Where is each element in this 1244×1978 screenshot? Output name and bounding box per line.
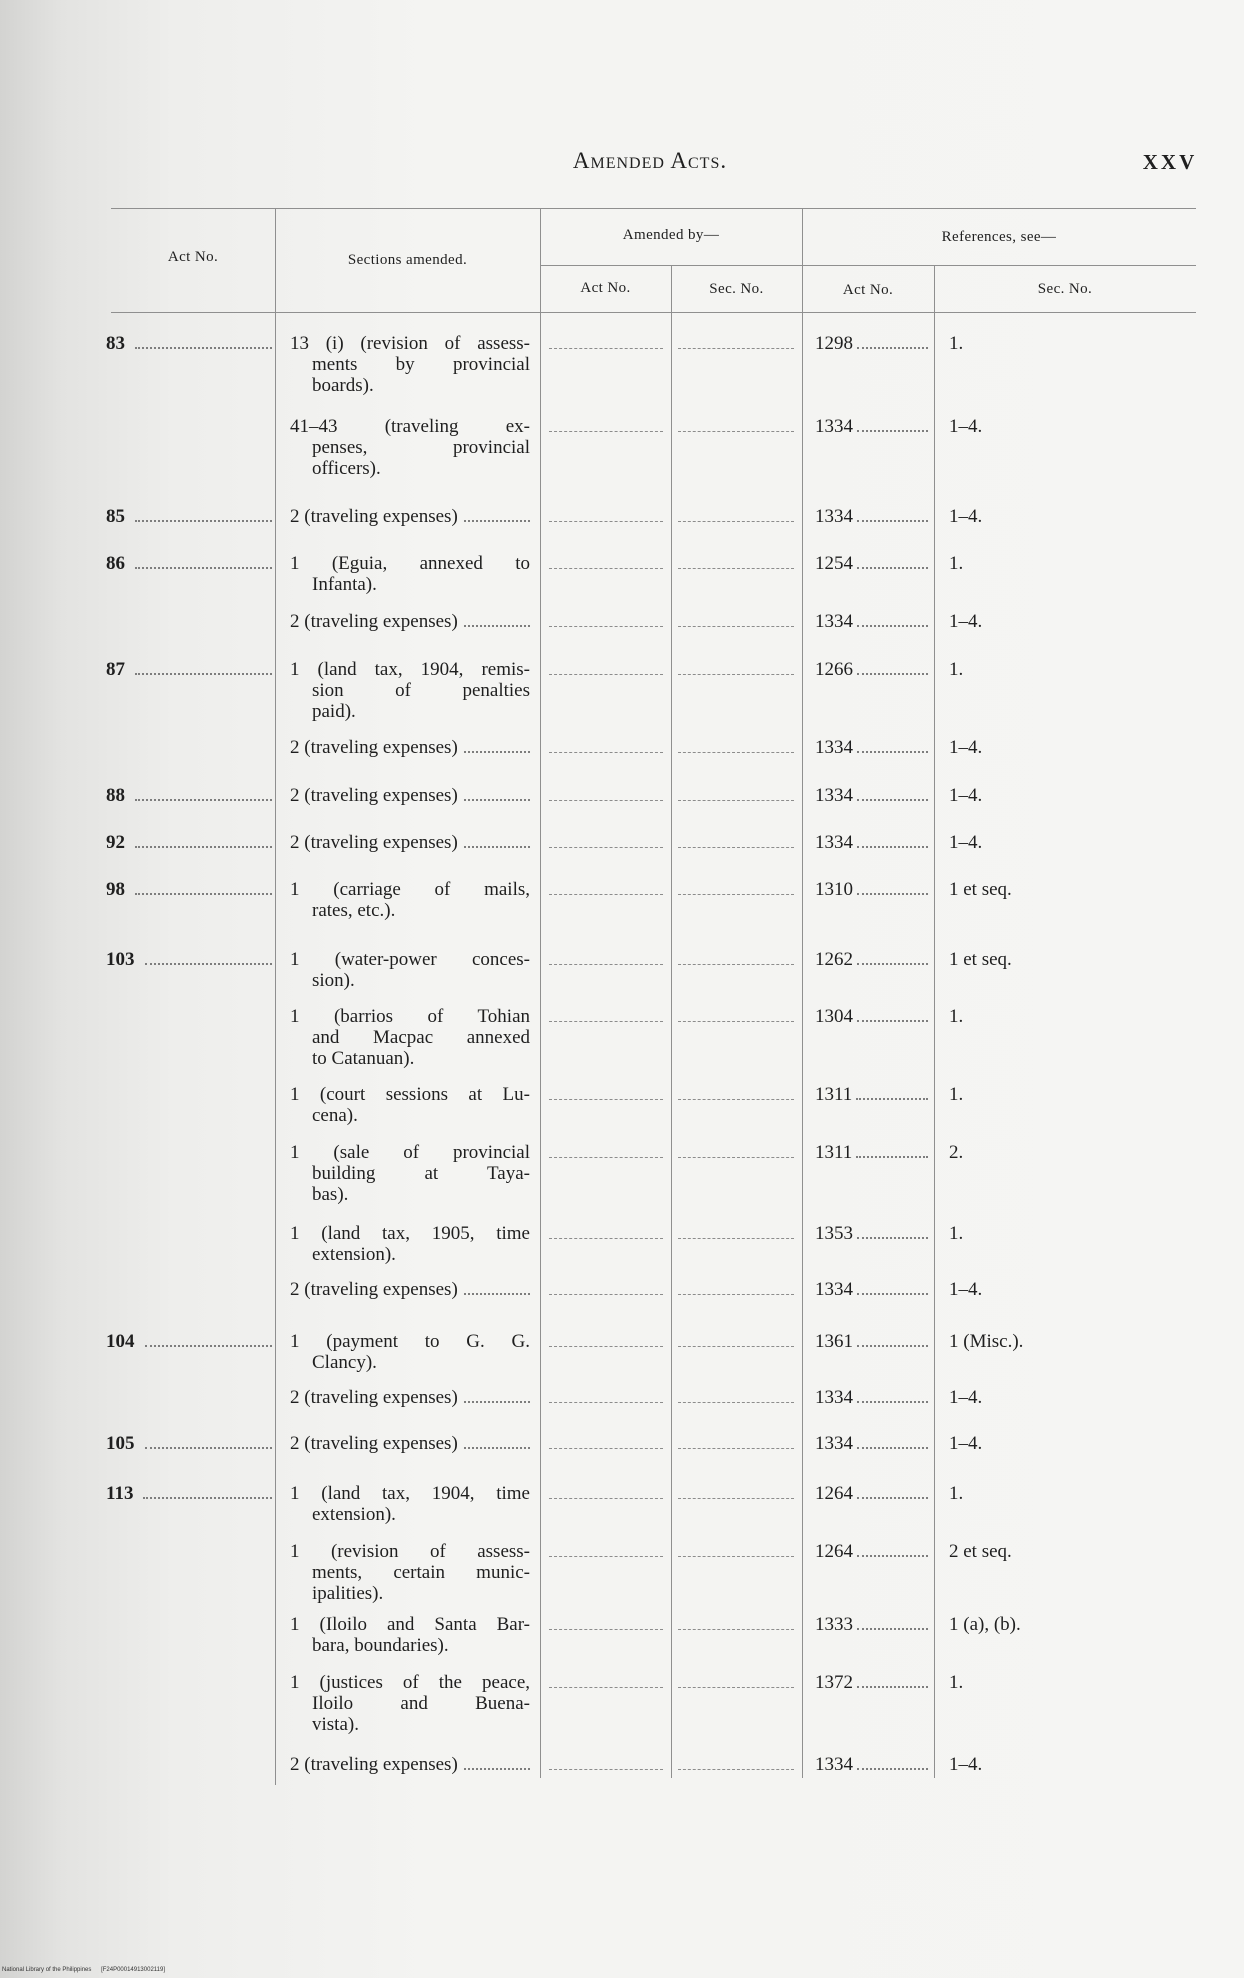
amended-act-no-blank [549,1346,663,1347]
reference-act-no: 1334 [815,506,853,527]
amended-sec-no-blank [678,1157,794,1158]
reference-act-no: 1298 [815,333,853,354]
section-amended-cell [290,333,530,396]
header-sections-amended: Sections amended. [347,252,468,268]
amended-act-no-blank [549,847,663,848]
act-number: 113 [106,1483,134,1504]
reference-sec-no: 1–4. [949,1754,983,1775]
amended-sec-no-blank [678,1346,794,1347]
amended-sec-no-blank [678,431,794,432]
amended-act-no-blank [549,521,663,522]
section-line: 1 (land tax, 1904, time [290,1483,530,1504]
reference-act-no: 1361 [815,1331,853,1352]
act-number-cell [106,659,272,680]
reference-act-no-cell [815,506,928,527]
header-act-no: Act No. [167,249,219,265]
section-line: boards). [312,375,374,396]
section-line: 1 (payment to G. G. [290,1331,530,1352]
amended-act-no-blank [549,1099,663,1100]
section-amended-cell [290,949,530,991]
amended-act-no-blank [549,1021,663,1022]
reference-act-no-leader [857,673,928,675]
reference-act-no: 1334 [815,416,853,437]
amended-act-no-blank [549,348,663,349]
section-text: 2 (traveling expenses) [290,1754,458,1775]
section-leader [464,520,530,522]
scan-footer [2,1966,165,1974]
amended-sec-no-blank [678,1402,794,1403]
act-number-leader [135,673,272,675]
section-line: 1 (land tax, 1905, time [290,1223,530,1244]
reference-act-no: 1334 [815,1754,853,1775]
act-number-cell [106,879,272,900]
amended-act-no-blank [549,626,663,627]
section-amended-cell [290,1084,530,1126]
column-rule [802,208,803,1778]
act-number-leader [145,1447,273,1449]
section-line: Clancy). [312,1352,377,1373]
act-number-leader [135,520,272,522]
reference-sec-no: 1 (a), (b). [949,1614,1021,1635]
section-line: penses, provincial [312,437,530,458]
section-line [290,737,530,758]
section-amended-cell [290,737,530,758]
amended-act-no-blank [549,964,663,965]
section-line: 41–43 (traveling ex- [290,416,530,437]
amended-act-no-blank [549,674,663,675]
section-line: Infanta). [312,574,377,595]
amended-act-no-blank [549,1448,663,1449]
section-text: 2 (traveling expenses) [290,785,458,806]
section-amended-cell [290,832,530,853]
section-line: bas). [312,1184,349,1205]
section-leader [464,1768,530,1770]
section-line: to Catanuan). [312,1048,415,1069]
reference-sec-no: 2. [949,1142,964,1163]
reference-act-no-leader [857,347,928,349]
act-number: 86 [106,553,125,574]
reference-act-no-leader [857,520,928,522]
section-line: extension). [312,1504,396,1525]
section-amended-cell [290,1672,530,1735]
section-line: building at Taya- [312,1163,530,1184]
act-number-leader [135,893,272,895]
reference-act-no-cell [815,416,928,437]
reference-act-no-cell [815,785,928,806]
section-line [290,832,530,853]
reference-act-no-leader [857,846,928,848]
section-line: paid). [312,701,356,722]
section-line [290,611,530,632]
reference-act-no: 1353 [815,1223,853,1244]
section-amended-cell [290,1331,530,1373]
section-line: rates, etc.). [312,900,396,921]
act-number-cell [106,1331,272,1352]
reference-act-no-leader [857,751,928,753]
section-amended-cell [290,416,530,479]
section-amended-cell [290,785,530,806]
act-number: 105 [106,1433,135,1454]
reference-act-no-cell [815,1672,928,1693]
amended-act-no-blank [549,1402,663,1403]
reference-act-no: 1264 [815,1483,853,1504]
section-line: 1 (land tax, 1904, remis- [290,659,530,680]
section-line: bara, boundaries). [312,1635,449,1656]
reference-act-no-cell [815,1084,928,1105]
section-amended-cell [290,1142,530,1205]
section-amended-cell [290,1223,530,1265]
section-line: sion). [312,970,355,991]
header-amended-by-act-no: Act No. [580,280,631,296]
amended-sec-no-blank [678,1021,794,1022]
reference-act-no-cell [815,611,928,632]
reference-act-no-leader [857,430,928,432]
amended-sec-no-blank [678,800,794,801]
section-line [290,506,530,527]
reference-act-no-cell [815,1279,928,1300]
section-line [290,785,530,806]
reference-act-no: 1334 [815,1279,853,1300]
amended-sec-no-blank [678,1498,794,1499]
act-number: 88 [106,785,125,806]
section-line: Iloilo and Buena- [312,1693,530,1714]
reference-act-no-cell [815,1223,928,1244]
reference-act-no: 1264 [815,1541,853,1562]
reference-act-no-leader [857,1237,928,1239]
reference-act-no: 1311 [815,1084,853,1105]
header-references-act-no: Act No. [842,282,894,298]
amended-act-no-blank [549,1498,663,1499]
reference-sec-no: 1–4. [949,785,983,806]
reference-act-no: 1334 [815,611,853,632]
reference-act-no-leader [857,1401,928,1403]
section-line: 1 (justices of the peace, [290,1672,530,1693]
amended-act-no-blank [549,568,663,569]
reference-sec-no: 1–4. [949,506,983,527]
act-number: 87 [106,659,125,680]
act-number-cell [106,1433,272,1454]
section-leader [464,1447,530,1449]
reference-act-no-cell [815,949,928,970]
amended-sec-no-blank [678,1629,794,1630]
header-references: References, see— [941,229,1057,245]
reference-act-no-leader [856,1156,928,1158]
reference-sec-no: 1–4. [949,832,983,853]
section-line: ments, certain munic- [312,1562,530,1583]
amended-act-no-blank [549,431,663,432]
section-line: 1 (barrios of Tohian [290,1006,530,1027]
reference-sec-no: 1 et seq. [949,949,1012,970]
section-amended-cell [290,1754,530,1775]
section-line: 1 (carriage of mails, [290,879,530,900]
amended-act-no-blank [549,1687,663,1688]
amended-sec-no-blank [678,1238,794,1239]
reference-act-no-cell [815,1541,928,1562]
reference-sec-no: 1. [949,1084,964,1105]
section-leader [464,846,530,848]
reference-sec-no: 1–4. [949,611,983,632]
amended-act-no-blank [549,1157,663,1158]
section-leader [464,751,530,753]
section-line: 13 (i) (revision of assess- [290,333,530,354]
amended-act-no-blank [549,800,663,801]
reference-act-no: 1334 [815,1433,853,1454]
reference-sec-no: 2 et seq. [949,1541,1012,1562]
section-leader [464,1293,530,1295]
table-top-rule [111,208,1196,209]
column-rule [671,265,672,1778]
reference-act-no-leader [856,1098,928,1100]
page-number: XXV [1142,150,1198,174]
section-text: 2 (traveling expenses) [290,506,458,527]
amended-sec-no-blank [678,348,794,349]
reference-sec-no: 1. [949,659,964,680]
header-references-sec-no: Sec. No. [1037,281,1093,297]
amended-sec-no-blank [678,1769,794,1770]
reference-sec-no: 1–4. [949,1279,983,1300]
column-rule [275,208,276,1785]
section-line [290,1433,530,1454]
act-number-cell [106,1483,272,1504]
reference-act-no-cell [815,1006,928,1027]
reference-act-no-leader [857,1293,928,1295]
section-line: sion of penalties [312,680,530,701]
amended-sec-no-blank [678,674,794,675]
header-amended-by: Amended by— [622,227,720,243]
section-line [290,1279,530,1300]
act-number-cell [106,553,272,574]
section-line: vista). [312,1714,359,1735]
reference-act-no-cell [815,879,928,900]
reference-act-no-cell [815,1754,928,1775]
reference-act-no-leader [857,1497,928,1499]
section-text: 2 (traveling expenses) [290,1279,458,1300]
reference-act-no-leader [857,1686,928,1688]
column-rule [934,265,935,1778]
reference-sec-no: 1. [949,333,964,354]
section-text: 2 (traveling expenses) [290,737,458,758]
reference-act-no: 1334 [815,1387,853,1408]
reference-act-no-cell [815,1331,928,1352]
amended-sec-no-blank [678,1556,794,1557]
reference-act-no-cell [815,1433,928,1454]
section-line: and Macpac annexed [312,1027,530,1048]
section-line: cena). [312,1105,358,1126]
reference-sec-no: 1–4. [949,737,983,758]
amended-act-no-blank [549,1556,663,1557]
reference-act-no-cell [815,333,928,354]
reference-act-no: 1262 [815,949,853,970]
reference-act-no: 1310 [815,879,853,900]
act-number-cell [106,333,272,354]
reference-sec-no: 1. [949,1483,964,1504]
amended-sec-no-blank [678,626,794,627]
reference-act-no-cell [815,1483,928,1504]
running-head: Amended Acts. [572,148,728,173]
reference-sec-no: 1 (Misc.). [949,1331,1024,1352]
section-amended-cell [290,1279,530,1300]
reference-act-no-leader [857,1555,928,1557]
act-number-leader [135,347,272,349]
act-number-leader [145,1345,273,1347]
act-number-cell [106,785,272,806]
section-amended-cell [290,1433,530,1454]
amended-act-no-blank [549,894,663,895]
section-amended-cell [290,1541,530,1604]
amended-sec-no-blank [678,1294,794,1295]
amended-act-no-blank [549,1629,663,1630]
section-line: 1 (court sessions at Lu- [290,1084,530,1105]
reference-act-no-cell [815,659,928,680]
section-text: 2 (traveling expenses) [290,1433,458,1454]
reference-act-no-leader [857,1345,928,1347]
scan-code: [F24P00014913002119] [101,1967,166,1973]
section-amended-cell [290,1483,530,1525]
section-line: 1 (Eguia, annexed to [290,553,530,574]
act-number-leader [145,963,273,965]
section-amended-cell [290,659,530,722]
section-line: officers). [312,458,381,479]
amended-sec-no-blank [678,752,794,753]
group-header-rule [540,265,1196,266]
act-number-cell [106,949,272,970]
amended-sec-no-blank [678,1687,794,1688]
header-bottom-rule [111,312,1196,313]
reference-sec-no: 1 et seq. [949,879,1012,900]
library-credit: National Library of the Philippines [2,1967,92,1973]
act-number-cell [106,832,272,853]
reference-sec-no: 1–4. [949,1433,983,1454]
reference-sec-no: 1. [949,553,964,574]
act-number-leader [135,846,272,848]
reference-act-no-leader [857,1768,928,1770]
reference-sec-no: 1. [949,1006,964,1027]
reference-act-no-leader [857,963,928,965]
amended-sec-no-blank [678,847,794,848]
section-amended-cell [290,1387,530,1408]
reference-act-no: 1304 [815,1006,853,1027]
amended-sec-no-blank [678,964,794,965]
section-text: 2 (traveling expenses) [290,1387,458,1408]
section-line: 1 (revision of assess- [290,1541,530,1562]
amended-act-no-blank [549,1769,663,1770]
section-line: ipalities). [312,1583,384,1604]
section-amended-cell [290,1006,530,1069]
reference-act-no-leader [857,1020,928,1022]
reference-act-no-leader [857,625,928,627]
section-text: 2 (traveling expenses) [290,611,458,632]
reference-act-no: 1372 [815,1672,853,1693]
amended-sec-no-blank [678,568,794,569]
amended-act-no-blank [549,1294,663,1295]
section-amended-cell [290,879,530,921]
reference-act-no-cell [815,737,928,758]
header-amended-by-sec-no: Sec. No. [709,281,764,297]
section-line: 1 (Iloilo and Santa Bar- [290,1614,530,1635]
act-number: 104 [106,1331,135,1352]
reference-sec-no: 1. [949,1672,964,1693]
section-amended-cell [290,1614,530,1656]
section-line: 1 (sale of provincial [290,1142,530,1163]
reference-act-no-leader [857,893,928,895]
act-number: 83 [106,333,125,354]
section-amended-cell [290,611,530,632]
reference-act-no: 1334 [815,737,853,758]
act-number-cell [106,506,272,527]
reference-act-no: 1334 [815,832,853,853]
amended-sec-no-blank [678,1099,794,1100]
section-line: 1 (water-power conces- [290,949,530,970]
act-number: 98 [106,879,125,900]
amended-act-no-blank [549,1238,663,1239]
reference-sec-no: 1–4. [949,416,983,437]
amended-sec-no-blank [678,1448,794,1449]
section-line: extension). [312,1244,396,1265]
section-leader [464,799,530,801]
act-number: 92 [106,832,125,853]
act-number-leader [135,799,272,801]
act-number: 103 [106,949,135,970]
amended-sec-no-blank [678,521,794,522]
reference-act-no-cell [815,1614,928,1635]
reference-act-no-leader [857,567,928,569]
section-line [290,1754,530,1775]
reference-sec-no: 1. [949,1223,964,1244]
section-line [290,1387,530,1408]
reference-act-no-leader [857,799,928,801]
section-line: ments by provincial [312,354,530,375]
act-number-leader [135,567,272,569]
reference-act-no-cell [815,1142,928,1163]
amended-act-no-blank [549,752,663,753]
section-amended-cell [290,553,530,595]
reference-act-no: 1311 [815,1142,853,1163]
reference-act-no-leader [857,1628,928,1630]
reference-act-no-leader [857,1447,928,1449]
section-leader [464,1401,530,1403]
section-amended-cell [290,506,530,527]
reference-act-no-cell [815,553,928,574]
reference-act-no: 1266 [815,659,853,680]
act-number: 85 [106,506,125,527]
column-rule [540,208,541,1778]
reference-act-no: 1334 [815,785,853,806]
reference-act-no: 1333 [815,1614,853,1635]
amended-sec-no-blank [678,894,794,895]
section-leader [464,625,530,627]
reference-act-no-cell [815,1387,928,1408]
reference-act-no-cell [815,832,928,853]
reference-sec-no: 1–4. [949,1387,983,1408]
section-text: 2 (traveling expenses) [290,832,458,853]
reference-act-no: 1254 [815,553,853,574]
act-number-leader [143,1497,272,1499]
